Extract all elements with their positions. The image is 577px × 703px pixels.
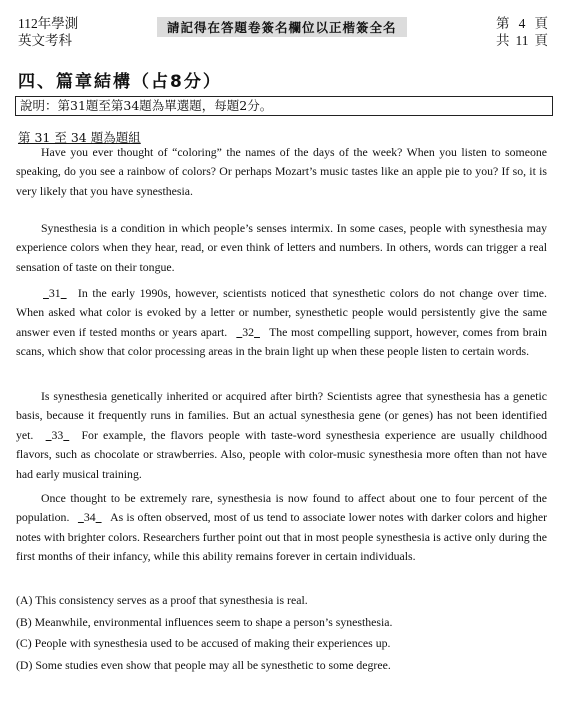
option-d: (D) Some studies even show that people may all be synesthetic to some degree. xyxy=(16,657,391,672)
passage-paragraph-4 xyxy=(16,387,547,484)
option-c: (C) People with synesthesia used to be accused of making their experiences up. xyxy=(16,636,391,651)
page-label: 第 xyxy=(496,16,510,31)
total-pages: 11 xyxy=(515,33,529,48)
passage-text: The most compelling support, however, comes from brain scans, which show that color processing areas in the brain light up when these people listen to certain words. xyxy=(16,324,548,359)
passage-text: In the early 1990s, however, scientists noticed that synesthetic colors do not change over time. When asked what color is evoked by a letter or number, synesthetic people would persistently give the same answer even if tested months or years apart. xyxy=(16,286,547,339)
passage-paragraph-5 xyxy=(16,489,547,567)
exam-header xyxy=(18,15,78,49)
answer-blank-34: 34 xyxy=(83,510,96,525)
option-b: (B) Meanwhile, environmental influences seem to shape a person’s synesthesia. xyxy=(16,614,393,629)
signature-notice: 請記得在答題卷簽名欄位以正楷簽全名 xyxy=(157,17,407,37)
answer-blank-32: 32 xyxy=(242,324,255,339)
total-label: 共 xyxy=(496,33,510,48)
option-a: (A) This consistency serves as a proof that synesthesia is real. xyxy=(16,593,308,607)
passage-paragraph-1: Have you ever thought of “coloring” the names of the days of the week? When you listen to someone speaking, do you see a rainbow of colors? Or perhaps Mozart’s music tastes like an apple pie to you? If so, it is very likely that you have synesthesia. xyxy=(16,145,547,198)
instructions-box: 說明：第31題至第34題為單選題，每題2分。 xyxy=(15,96,553,116)
page-unit: 頁 xyxy=(534,16,548,31)
answer-blank-31: 31 xyxy=(48,286,61,300)
passage-text: As is often observed, most of us tend to associate lower notes with darker colors and higher notes with brighter colors. Researchers further point out that in most people synesthesia is active only during the first months of their infancy, while this ability remains forever in certain individuals. xyxy=(16,510,548,564)
answer-options xyxy=(16,590,547,676)
passage-paragraph-3 xyxy=(16,284,547,362)
page-indicator xyxy=(496,15,548,49)
page-number: 4 xyxy=(518,16,526,31)
answer-blank-33: 33 xyxy=(51,427,64,442)
passage-text: Once thought to be extremely rare, synesthesia is now found to affect about one to four percent of the population. xyxy=(16,491,547,525)
total-unit: 頁 xyxy=(534,33,548,48)
question-group-label: 第 31 至 34 題為題組 xyxy=(18,130,141,145)
passage-text: Is synesthesia genetically inherited or acquired after birth? Scientists agree that synesthesia has a genetic basis, because it frequently runs in families. But an actual synesthesia gene (or genes) has not been identified yet. xyxy=(16,389,547,442)
section-title: 四、篇章結構（占8分） xyxy=(18,72,222,92)
exam-year: 112年學測 xyxy=(18,16,79,31)
exam-subject: 英文考科 xyxy=(18,33,72,48)
passage-paragraph-2: Synesthesia is a condition in which people’s senses intermix. In some cases, people with synesthesia may experience colors when they hear, read, or even think of letters and numbers. In others, words can trigger a real sensation of taste on their tongue. xyxy=(16,221,547,274)
passage-text: For example, the flavors people with taste-word synesthesia experience are usually childhood flavors, such as chocolate or strawberries. Also, people with color-music synesthesia more often than not have had early musical training. xyxy=(16,427,547,481)
